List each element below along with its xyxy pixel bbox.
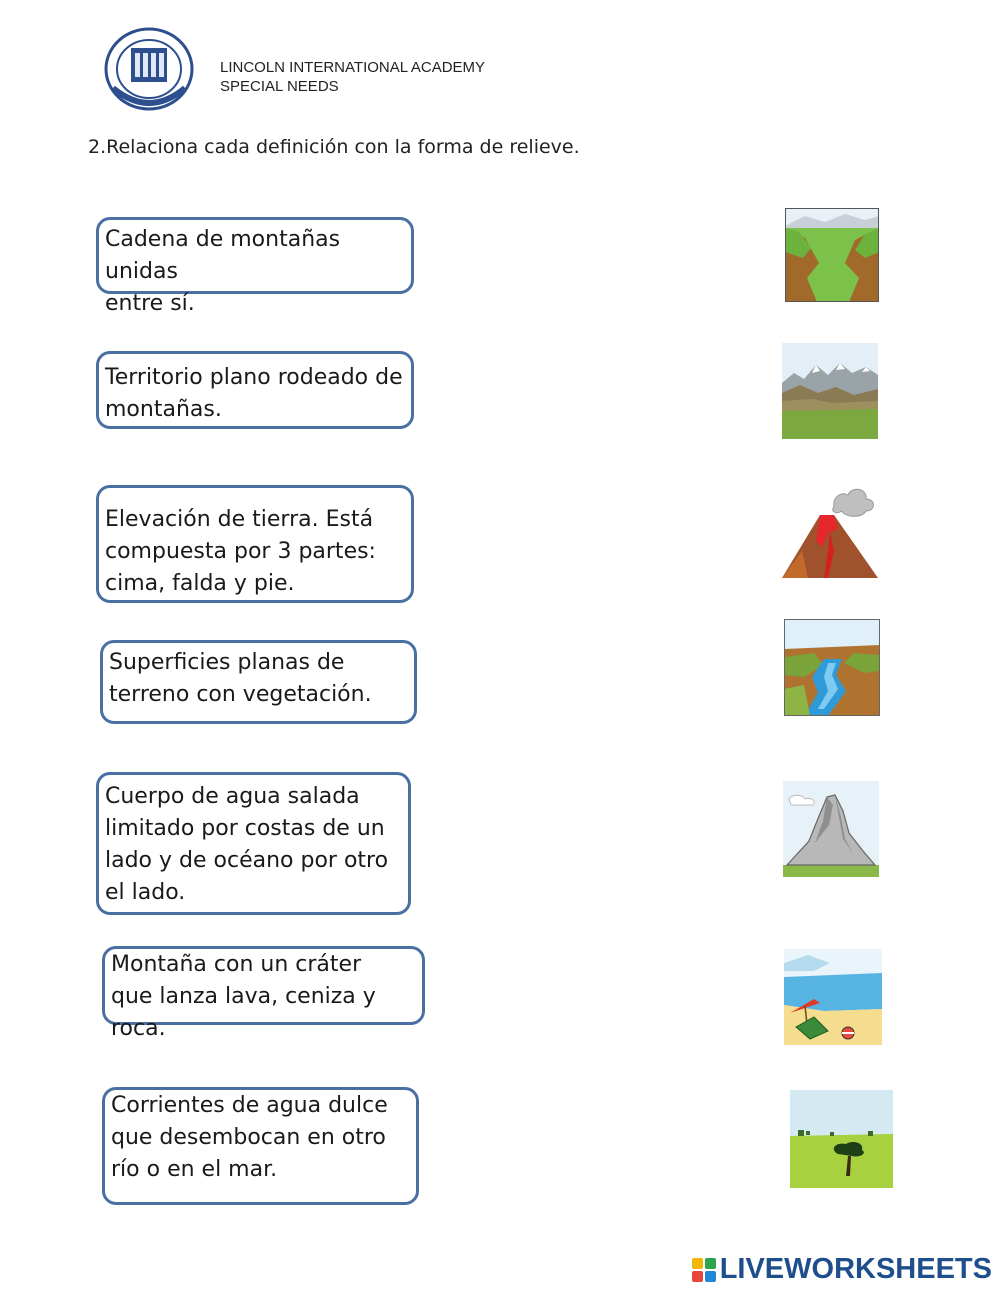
definition-box-3[interactable]: Elevación de tierra. Está compuesta por 3 partes: cima, falda y pie. [96, 485, 414, 603]
definition-box-6[interactable]: Montaña con un cráter que lanza lava, ceniza y roca. [102, 946, 425, 1025]
mountain-range-image[interactable] [782, 343, 878, 439]
liveworksheets-brand [692, 1253, 992, 1286]
valley-image[interactable] [785, 208, 879, 302]
instruction-text: 2.Relaciona cada definición con la forma de relieve. [88, 136, 580, 158]
volcano-image[interactable] [782, 481, 878, 578]
definition-box-5[interactable]: Cuerpo de agua salada limitado por costas de un lado y de océano por otro el lado. [96, 772, 411, 915]
definition-box-4[interactable]: Superficies planas de terreno con vegetación. [100, 640, 417, 724]
beach-image[interactable] [784, 949, 882, 1045]
school-name: LINCOLN INTERNATIONAL ACADEMY [220, 59, 486, 76]
definition-box-7[interactable]: Corrientes de agua dulce que desembocan en otro río o en el mar. [102, 1087, 419, 1205]
mountain-image[interactable] [783, 781, 879, 877]
department-name: SPECIAL NEEDS [220, 78, 339, 95]
definition-box-1[interactable]: Cadena de montañas unidas entre sí. [96, 217, 414, 294]
liveworksheets-logo-icon [692, 1258, 716, 1282]
definition-box-2[interactable]: Territorio plano rodeado de montañas. [96, 351, 414, 429]
river-image[interactable] [784, 619, 880, 716]
school-logo [103, 26, 195, 112]
plain-image[interactable] [790, 1090, 893, 1188]
brand-name: LIVEWORKSHEETS [719, 1253, 992, 1285]
school-header [220, 58, 485, 96]
